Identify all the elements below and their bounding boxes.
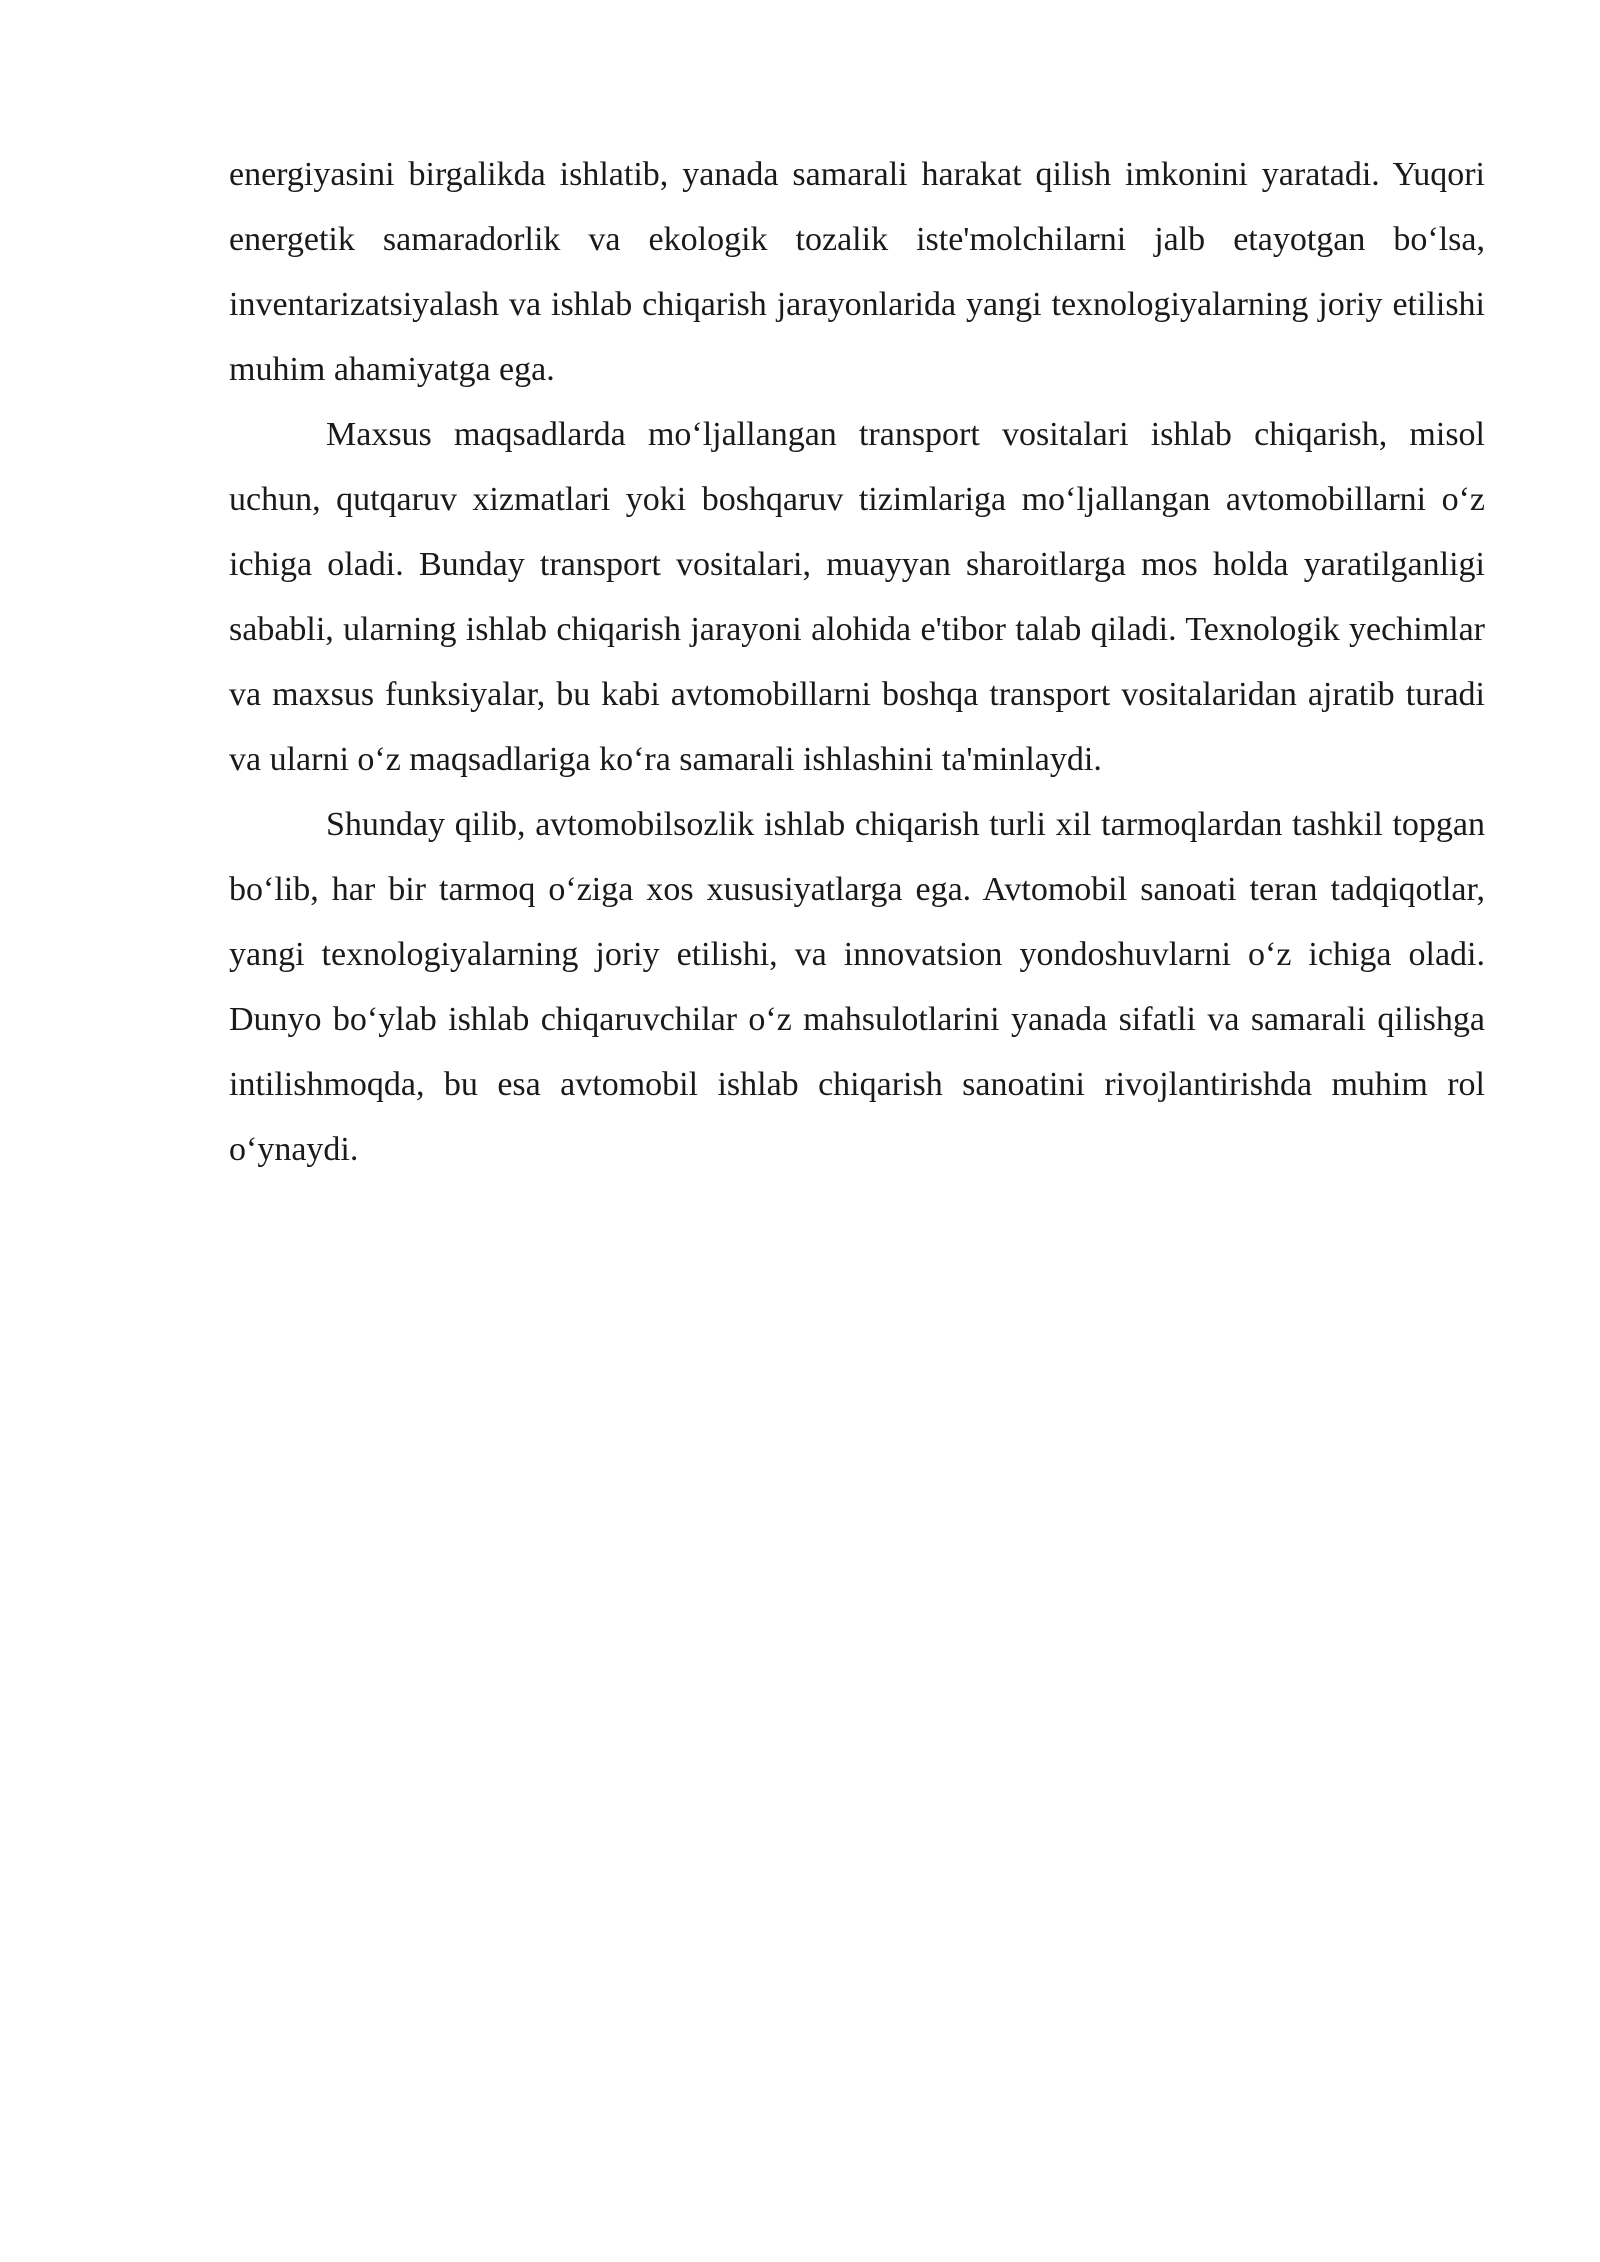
paragraph-special-vehicles: Maxsus maqsadlarda mo‘ljallangan transport vositalari ishlab chiqarish, misol uchun, qutqaruv xizmatlari yoki boshqaruv tizimlariga mo‘ljallangan avtomobillarni o‘z ichiga oladi. Bunday transport vositalari, muayyan sharoitlarga mos holda yaratilganligi sababli, ularning ishlab chiqarish jarayoni alohida e'tibor talab qiladi. Texnologik yechimlar va maxsus funksiyalar, bu kabi avtomobillarni boshqa transport vositalaridan ajratib turadi va ularni o‘z maqsadlariga ko‘ra samarali ishlashini ta'minlaydi. [229, 416, 1485, 778]
document-body [229, 142, 1485, 1182]
paragraph-conclusion: Shunday qilib, avtomobilsozlik ishlab chiqarish turli xil tarmoqlardan tashkil topgan bo‘lib, har bir tarmoq o‘ziga xos xususiyatlarga ega. Avtomobil sanoati teran tadqiqotlar, yangi texnologiyalarning joriy etilishi, va innovatsion yondoshuvlarni o‘z ichiga oladi. Dunyo bo‘ylab ishlab chiqaruvchilar o‘z mahsulotlarini yanada sifatli va samarali qilishga intilishmoqda, bu esa avtomobil ishlab chiqarish sanoatini rivojlantirishda muhim rol o‘ynaydi. [229, 806, 1485, 1168]
paragraph-continuation: energiyasini birgalikda ishlatib, yanada samarali harakat qilish imkonini yaratadi. Yuqori energetik samaradorlik va ekologik tozalik iste'molchilarni jalb etayotgan bo‘lsa, inventarizatsiyalash va ishlab chiqarish jarayonlarida yangi texnologiyalarning joriy etilishi muhim ahamiyatga ega. [229, 156, 1485, 388]
